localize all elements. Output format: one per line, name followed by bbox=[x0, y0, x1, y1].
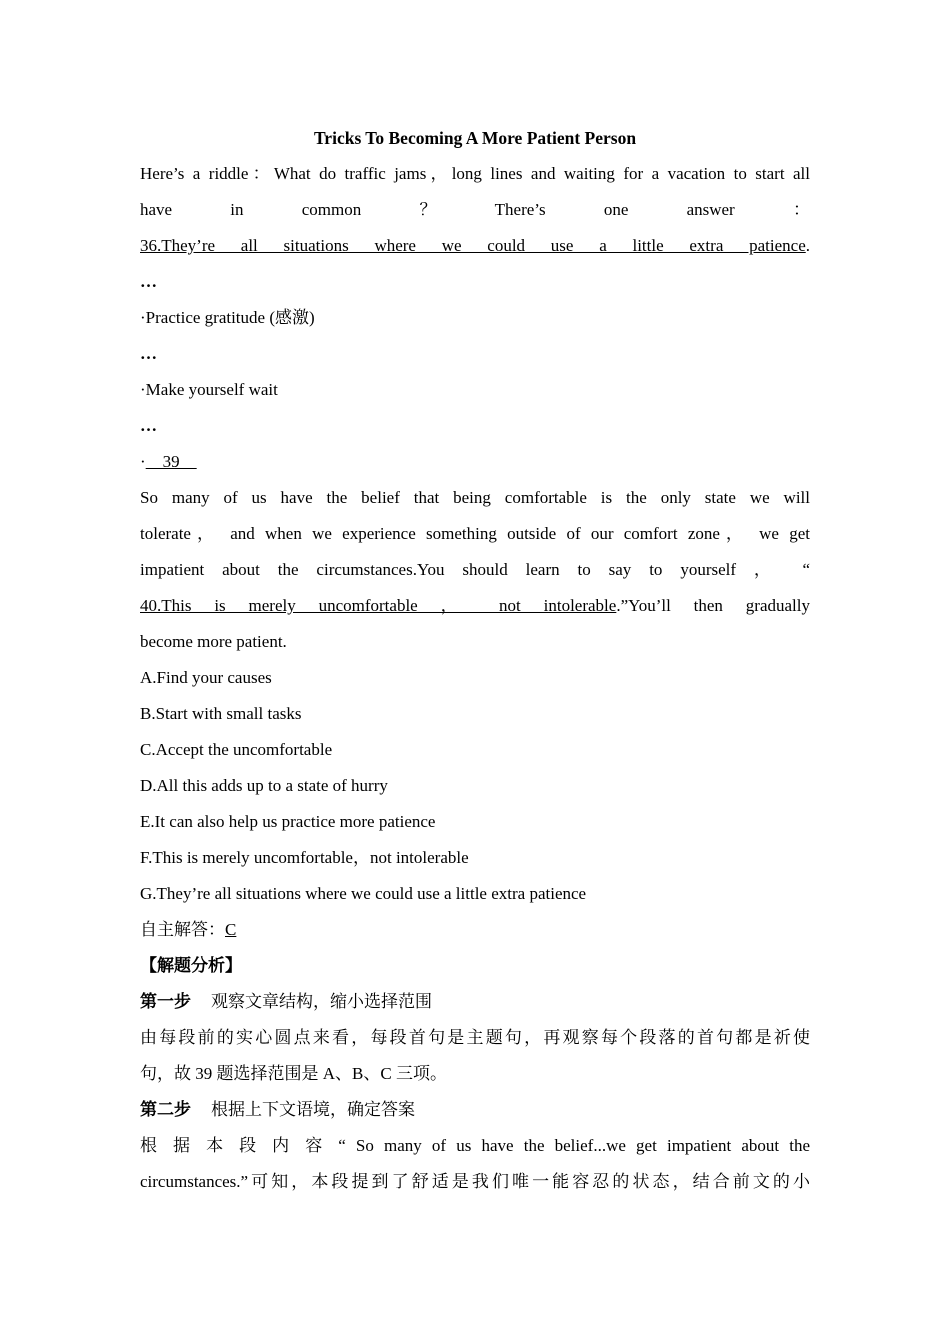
passage-line: tolerate， and when we experience something outside of our comfort zone， we get bbox=[140, 524, 810, 543]
bullet-heading-blank bbox=[140, 444, 810, 480]
analysis-heading: 【解题分析】 bbox=[140, 956, 242, 975]
answer-value: C bbox=[225, 920, 237, 939]
passage-word: There’s bbox=[494, 200, 546, 219]
step-1-heading bbox=[140, 984, 810, 1020]
option-d: D.All this adds up to a state of hurry bbox=[140, 776, 388, 795]
bullet-heading: ·Make yourself wait bbox=[140, 380, 278, 399]
analysis-text: 根 据 本 段 内 容 “ So many of us have the belief...we get impatient about the bbox=[140, 1136, 810, 1155]
answer-line bbox=[140, 912, 810, 948]
passage-word: in bbox=[230, 200, 244, 219]
option-a: A.Find your causes bbox=[140, 668, 272, 687]
step-2-heading bbox=[140, 1092, 810, 1128]
blank-40-answer: 40.This is merely uncomfortable ， not intolerable bbox=[140, 596, 617, 615]
step-1-title: 观察文章结构，缩小选择范围 bbox=[211, 992, 432, 1011]
passage-line: Here’s a riddle：What do traffic jams，long lines and waiting for a vacation to start all bbox=[140, 164, 810, 183]
option-g: G.They’re all situations where we could use a little extra patience bbox=[140, 884, 587, 903]
bullet-dot: · bbox=[140, 452, 146, 471]
passage-text: .”You’ll then gradually bbox=[616, 596, 810, 615]
answer-label: 自主解答： bbox=[140, 920, 225, 939]
ellipsis: … bbox=[140, 272, 158, 291]
document-title: Tricks To Becoming A More Patient Person bbox=[313, 128, 637, 148]
step-1-label: 第一步 bbox=[140, 992, 191, 1011]
passage-word: have bbox=[140, 200, 173, 219]
passage-line bbox=[140, 588, 810, 624]
bullet-heading: ·Practice gratitude (感激) bbox=[140, 308, 315, 327]
passage-line bbox=[140, 228, 810, 264]
passage-word: ？ bbox=[419, 200, 437, 219]
step-2-label: 第二步 bbox=[140, 1100, 191, 1119]
option-c: C.Accept the uncomfortable bbox=[140, 740, 333, 759]
analysis-text: circumstances.”可知，本段提到了舒适是我们唯一能容忍的状态，结合前文的小 bbox=[140, 1172, 810, 1191]
passage-word: answer bbox=[686, 200, 735, 219]
punctuation: . bbox=[805, 236, 810, 255]
blank-39: 39 bbox=[145, 452, 197, 471]
analysis-text: 由每段前的实心圆点来看，每段首句是主题句，再观察每个段落的首句都是祈使 bbox=[140, 1028, 810, 1047]
passage-line: impatient about the circumstances.You should learn to say to yourself ， “ bbox=[140, 560, 810, 579]
passage-line: become more patient. bbox=[140, 632, 287, 651]
passage-word: ： bbox=[792, 200, 810, 219]
passage-line: So many of us have the belief that being comfortable is the only state we will bbox=[140, 488, 810, 507]
document-page bbox=[140, 120, 810, 1200]
passage-line-spaced bbox=[140, 192, 810, 228]
option-f: F.This is merely uncomfortable，not intolerable bbox=[140, 848, 469, 867]
passage-word: common bbox=[301, 200, 362, 219]
ellipsis: … bbox=[140, 344, 158, 363]
option-b: B.Start with small tasks bbox=[140, 704, 302, 723]
blank-36-answer: 36.They’re all situations where we could use a little extra patience bbox=[140, 236, 806, 255]
option-e: E.It can also help us practice more patience bbox=[140, 812, 436, 831]
analysis-text: 句，故 39 题选择范围是 A、B、C 三项。 bbox=[140, 1064, 447, 1083]
step-2-title: 根据上下文语境，确定答案 bbox=[211, 1100, 415, 1119]
ellipsis: … bbox=[140, 416, 158, 435]
passage-word: one bbox=[603, 200, 629, 219]
